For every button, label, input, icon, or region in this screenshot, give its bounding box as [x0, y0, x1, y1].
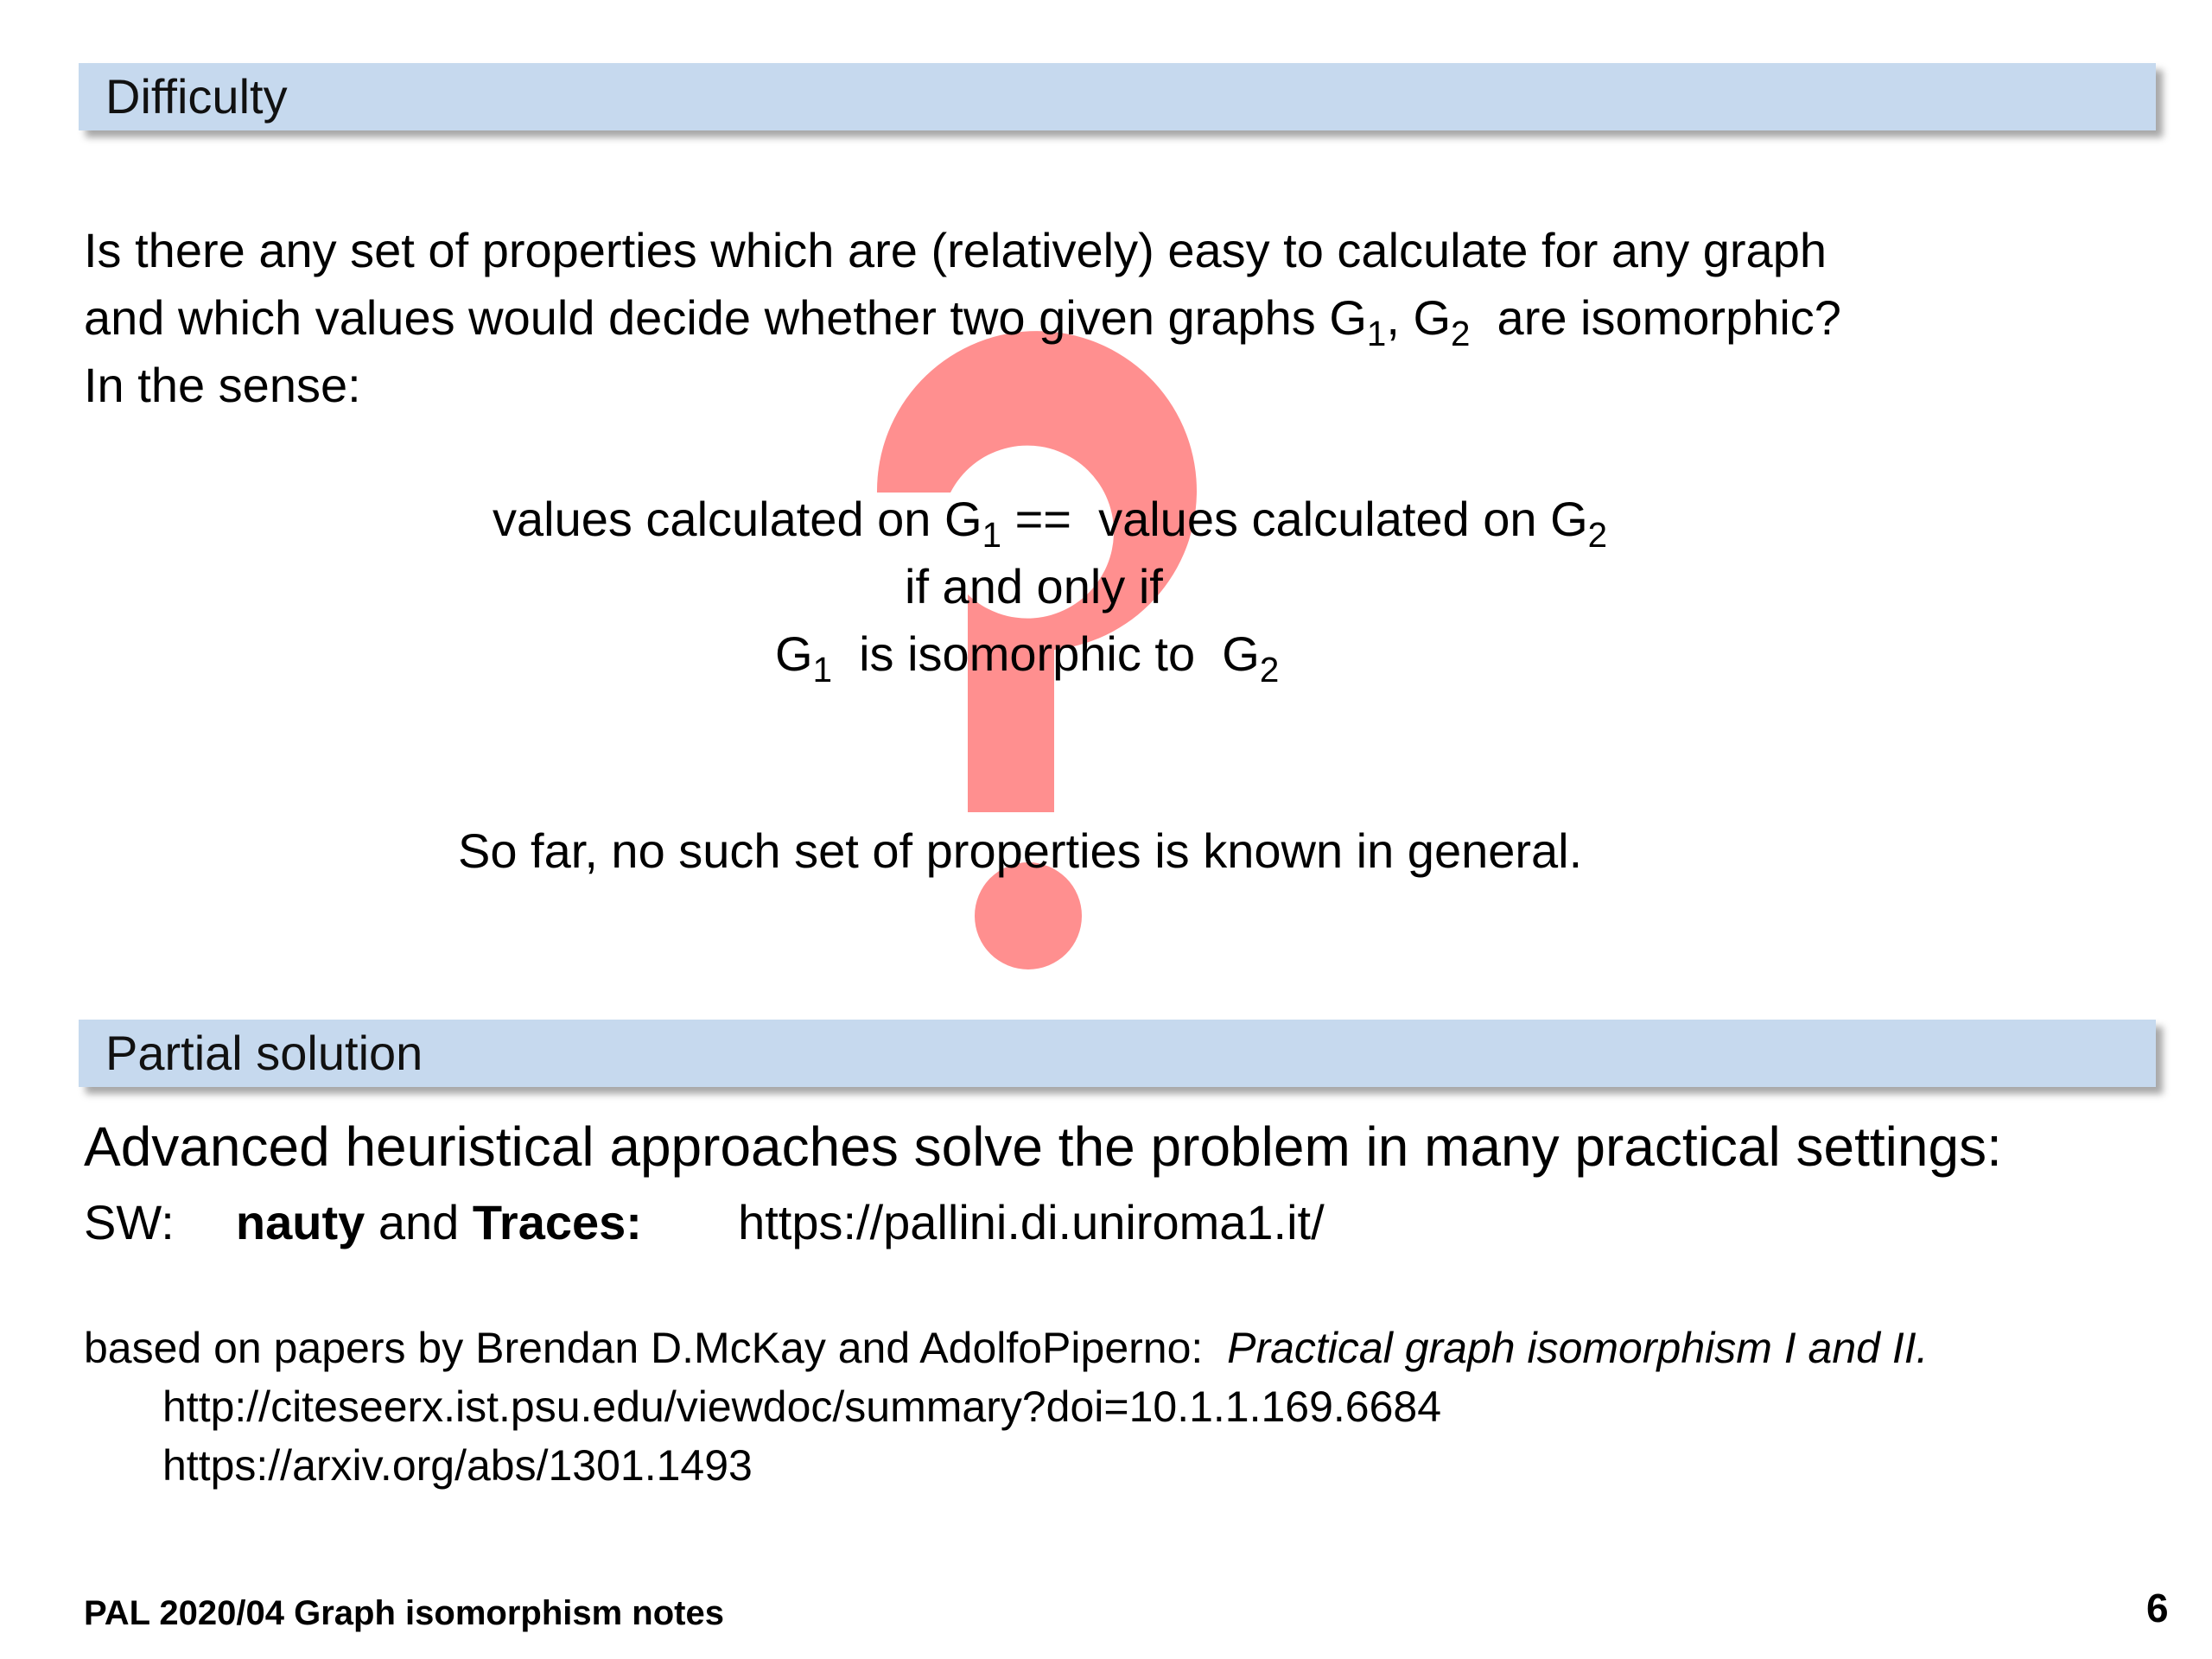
comma: , — [1386, 290, 1400, 345]
g1-symbol: $G_1$ — [775, 626, 832, 690]
traces-name: Traces: — [472, 1195, 642, 1249]
page-number: 6 — [2146, 1586, 2169, 1630]
nauty-name: nauty — [235, 1195, 365, 1249]
software-line — [84, 1189, 1325, 1256]
eq-left-text: values calculated on — [493, 492, 931, 546]
conclusion-text: So far, no such set of properties is known in general. — [458, 823, 1583, 878]
eq-right-text: values calculated on — [1098, 492, 1537, 546]
intro-line-2-text: and which values would decide whether two given graphs — [84, 290, 1316, 345]
intro-line-2-end: are isomorphic? — [1497, 290, 1841, 345]
partial-solution-heading: Partial solution — [105, 1026, 423, 1080]
intro-line-2 — [84, 284, 1841, 352]
g2-symbol: $G_2$ — [1413, 290, 1471, 353]
lead-text: Advanced heuristical approaches solve the problem in many practical settings: — [84, 1116, 2002, 1178]
based-on-text: based on papers by Brendan D.McKay and AdolfoPiperno: — [84, 1324, 1204, 1372]
iso-text: is isomorphic to — [859, 626, 1196, 681]
difficulty-heading: Difficulty — [105, 69, 288, 124]
partial-solution-section-bar — [79, 1020, 2156, 1087]
isomorphic-line — [775, 620, 1279, 688]
difficulty-section-bar — [79, 63, 2156, 130]
g1-symbol: $G_1$ — [1329, 290, 1387, 353]
citeseer-link[interactable]: http://citeseerx.ist.psu.edu/viewdoc/summary?doi=10.1.1.169.6684 — [162, 1382, 1442, 1431]
g2-symbol: $G_2$ — [1222, 626, 1280, 690]
g1-symbol: $G_1$ — [944, 492, 1001, 555]
equivalence-line — [493, 486, 1607, 553]
based-on-line — [84, 1319, 1929, 1377]
sw-label: SW: — [84, 1195, 175, 1249]
intro-line-1: Is there any set of properties which are (relatively) easy to calculate for any graph — [84, 223, 1827, 277]
and-word: and — [378, 1195, 460, 1249]
intro-line-3: In the sense: — [84, 358, 361, 412]
equality-operator: == — [1014, 492, 1071, 546]
footer-note: PAL 2020/04 Graph isomorphism notes — [84, 1594, 724, 1632]
arxiv-link[interactable]: https://arxiv.org/abs/1301.1493 — [162, 1441, 753, 1490]
g2-symbol: $G_2$ — [1550, 492, 1608, 555]
software-url-link[interactable]: https://pallini.di.uniroma1.it/ — [738, 1195, 1325, 1249]
paper-title: Practical graph isomorphism I and II. — [1227, 1324, 1929, 1372]
iff-line: if and only if — [905, 559, 1163, 613]
